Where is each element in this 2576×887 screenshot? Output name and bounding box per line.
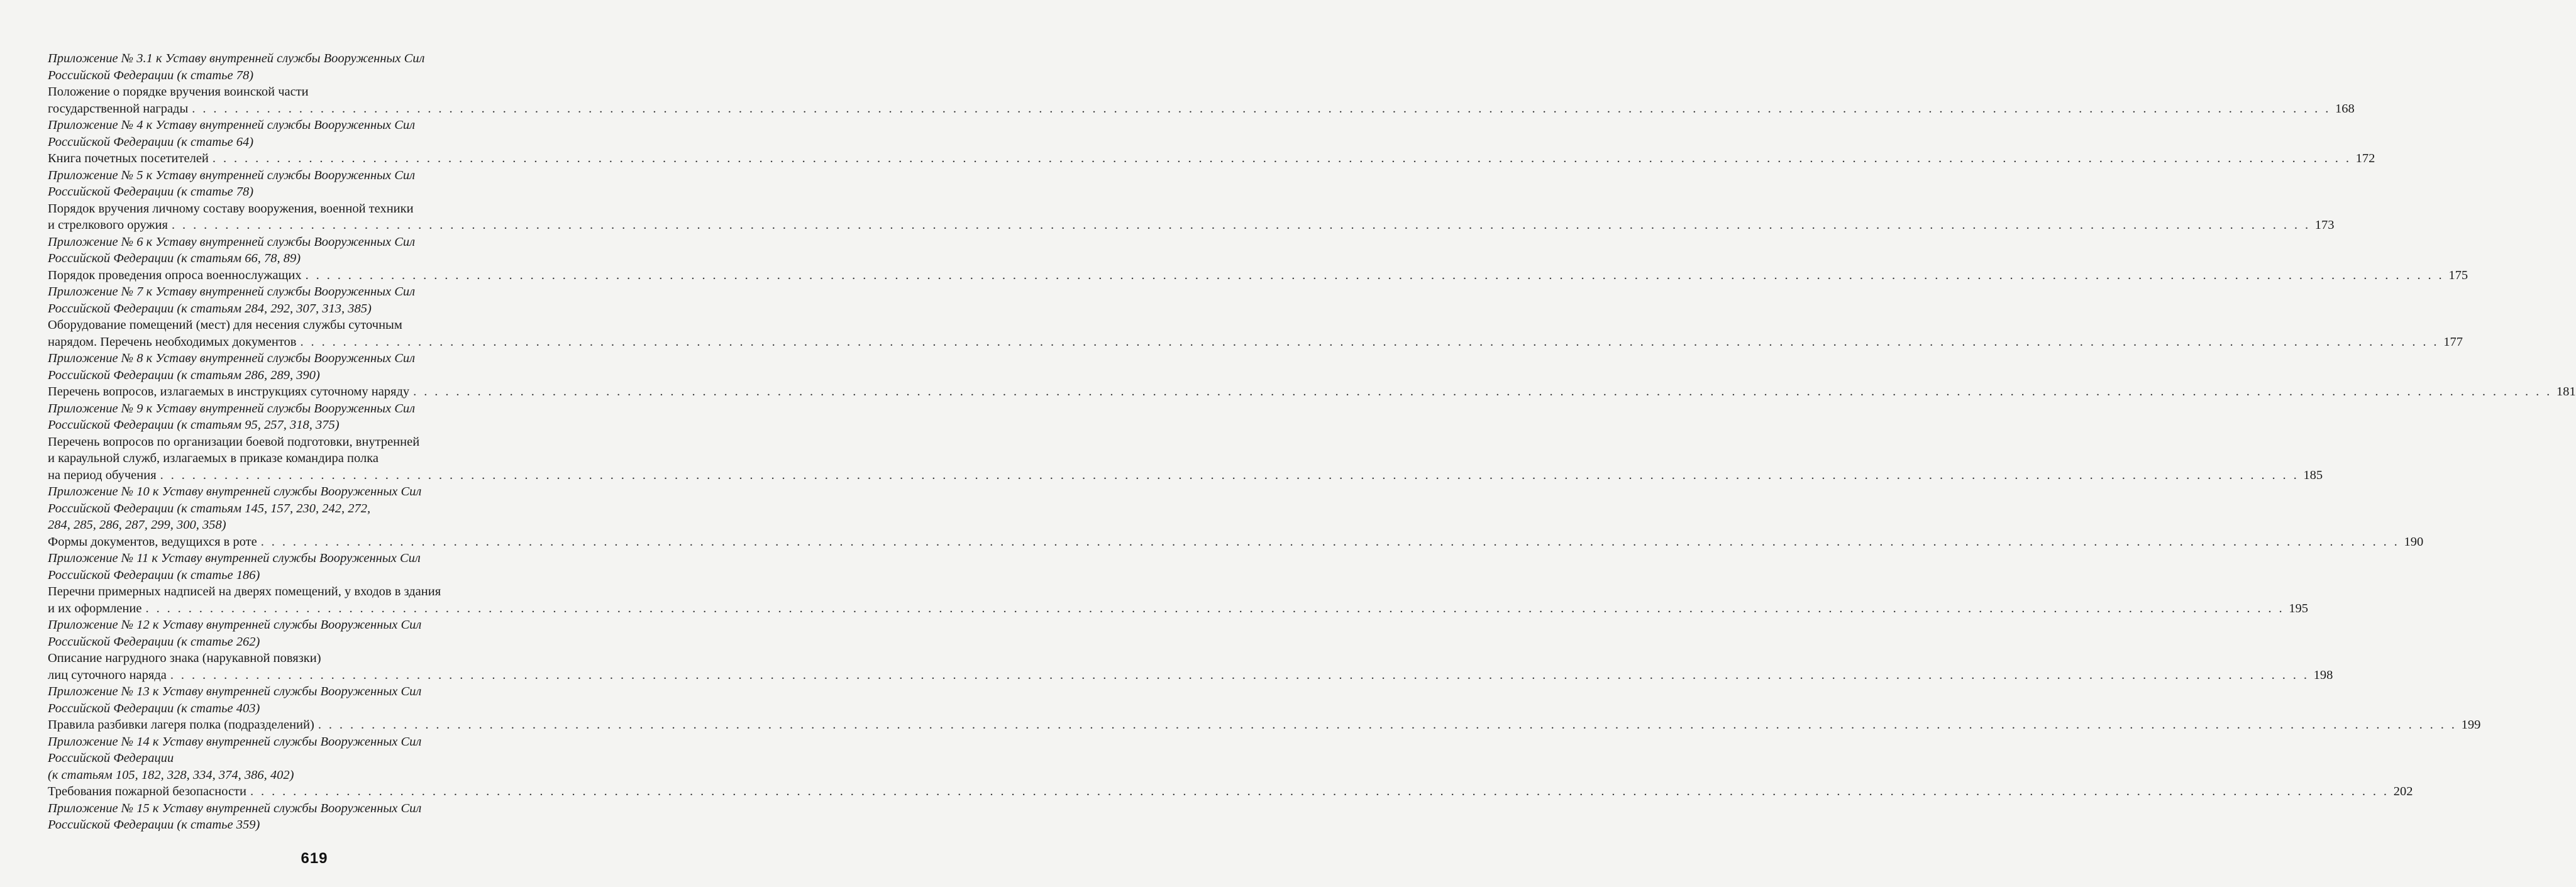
entry-page-number: 177 xyxy=(2443,334,2463,349)
appendix-reference-line: Российской Федерации (к статье 262) xyxy=(48,634,260,649)
appendix-reference-line: Российской Федерации (к статьям 95, 257, 318, 375) xyxy=(48,418,340,432)
toc-entry xyxy=(48,350,2576,400)
entry-title-text: и их оформление xyxy=(48,601,142,615)
entry-title-text: на период обучения xyxy=(48,468,157,482)
dot-leader: . . . . . . . . . . . . . . . . . . . . . . . . . . . . . . . . . . . . . . . . . . . . . . . . . . . . . . . . . . . . . . . . . . . . . . . . . . . . . . . . . . . . . . . . . . . . . . . . . . . . . . . . . . . . . . . . . . . . . . . . . . . . . . . . . . . . . . . . . . . . . . . . . . . . . . . . . . . . . . . . . . . . . . . . . . . . . . . . . . . . . . . . . . . . . . . . . . . . . . . . xyxy=(300,334,2439,349)
toc-entry xyxy=(48,683,2481,734)
appendix-reference-line: Российской Федерации (к статьям 145, 157, 230, 242, 272, xyxy=(48,501,371,515)
dot-leader: . . . . . . . . . . . . . . . . . . . . . . . . . . . . . . . . . . . . . . . . . . . . . . . . . . . . . . . . . . . . . . . . . . . . . . . . . . . . . . . . . . . . . . . . . . . . . . . . . . . . . . . . . . . . . . . . . . . . . . . . . . . . . . . . . . . . . . . . . . . . . . . . . . . . . . . . . . . . . . . . . . . . . . . . . . . . . . . . . . . . . . . . . . . . . . . . . . . . . . . . xyxy=(172,218,2311,232)
dot-leader: . . . . . . . . . . . . . . . . . . . . . . . . . . . . . . . . . . . . . . . . . . . . . . . . . . . . . . . . . . . . . . . . . . . . . . . . . . . . . . . . . . . . . . . . . . . . . . . . . . . . . . . . . . . . . . . . . . . . . . . . . . . . . . . . . . . . . . . . . . . . . . . . . . . . . . . . . . . . . . . . . . . . . . . . . . . . . . . . . . . . . . . . . . . . . . . . . . . . . . . . xyxy=(318,718,2457,732)
entry-title-text: лиц суточного наряда xyxy=(48,668,167,682)
toc-entry xyxy=(48,117,2375,167)
page-number: 619 xyxy=(301,850,328,867)
table-of-contents xyxy=(48,50,2576,834)
entry-page-number: 195 xyxy=(2289,601,2308,615)
appendix-reference-line: 284, 285, 286, 287, 299, 300, 358) xyxy=(48,518,226,532)
entry-title-line: Оборудование помещений (мест) для несения службы суточным xyxy=(48,318,402,332)
appendix-reference-line: (к статьям 105, 182, 328, 334, 374, 386, 402) xyxy=(48,768,294,782)
appendix-reference-line: Приложение № 10 к Уставу внутренней службы Вооруженных Сил xyxy=(48,485,422,499)
appendix-reference-line: Приложение № 6 к Уставу внутренней службы Вооруженных Сил xyxy=(48,234,416,249)
appendix-reference-line: Приложение № 15 к Уставу внутренней службы Вооруженных Сил xyxy=(48,801,422,815)
entry-title-line: Описание нагрудного знака (нарукавной повязки) xyxy=(48,651,321,665)
entry-title-line: Порядок вручения личному составу вооружения, военной техники xyxy=(48,201,414,216)
entry-page-number: 199 xyxy=(2461,718,2481,732)
appendix-reference-line: Российской Федерации (к статье 186) xyxy=(48,568,260,582)
entry-page-number: 185 xyxy=(2303,468,2323,482)
appendix-reference-line: Российской Федерации (к статьям 284, 292, 307, 313, 385) xyxy=(48,301,372,316)
entry-title-text: и стрелкового оружия xyxy=(48,218,168,232)
toc-entry xyxy=(48,234,2468,284)
entry-title-last-line xyxy=(48,217,2335,234)
toc-entry xyxy=(48,50,2355,117)
appendix-reference-line: Приложение № 3.1 к Уставу внутренней службы Вооруженных Сил xyxy=(48,52,425,65)
entry-title-last-line xyxy=(48,717,2481,734)
appendix-reference-line: Российской Федерации (к статьям 66, 78, 89) xyxy=(48,251,301,265)
entry-page-number: 181 xyxy=(2556,385,2576,399)
appendix-reference-line: Приложение № 7 к Уставу внутренней службы Вооруженных Сил xyxy=(48,285,416,299)
entry-title-last-line xyxy=(48,334,2463,351)
entry-title-last-line xyxy=(48,600,2308,617)
entry-title-last-line xyxy=(48,534,2424,551)
dot-leader: . . . . . . . . . . . . . . . . . . . . . . . . . . . . . . . . . . . . . . . . . . . . . . . . . . . . . . . . . . . . . . . . . . . . . . . . . . . . . . . . . . . . . . . . . . . . . . . . . . . . . . . . . . . . . . . . . . . . . . . . . . . . . . . . . . . . . . . . . . . . . . . . . . . . . . . . . . . . . . . . . . . . . . . . . . . . . . . . . . . . . . . . . . . . . . . . . . . . . . . . xyxy=(413,385,2552,399)
entry-page-number: 172 xyxy=(2355,152,2375,165)
entry-page-number: 168 xyxy=(2335,101,2355,116)
toc-entry xyxy=(48,734,2413,800)
dot-leader: . . . . . . . . . . . . . . . . . . . . . . . . . . . . . . . . . . . . . . . . . . . . . . . . . . . . . . . . . . . . . . . . . . . . . . . . . . . . . . . . . . . . . . . . . . . . . . . . . . . . . . . . . . . . . . . . . . . . . . . . . . . . . . . . . . . . . . . . . . . . . . . . . . . . . . . . . . . . . . . . . . . . . . . . . . . . . . . . . . . . . . . . . . . . . . . . . . . . . . . . xyxy=(305,268,2445,282)
toc-entry xyxy=(48,284,2463,350)
appendix-reference-line: Приложение № 9 к Уставу внутренней службы Вооруженных Сил xyxy=(48,401,416,416)
entry-page-number: 175 xyxy=(2448,268,2468,282)
appendix-reference-line: Приложение № 5 к Уставу внутренней службы Вооруженных Сил xyxy=(48,168,416,182)
appendix-reference-line: Приложение № 11 к Уставу внутренней службы Вооруженных Сил xyxy=(48,551,421,565)
entry-title-text: Порядок проведения опроса военнослужащих xyxy=(48,268,302,282)
appendix-reference-line: Российской Федерации (к статье 78) xyxy=(48,68,254,82)
entry-title-text: государственной награды xyxy=(48,101,189,116)
appendix-reference-line: Приложение № 4 к Уставу внутренней службы Вооруженных Сил xyxy=(48,118,416,132)
appendix-reference-line: Приложение № 12 к Уставу внутренней службы Вооруженных Сил xyxy=(48,618,422,632)
appendix-reference-line: Приложение № 8 к Уставу внутренней службы Вооруженных Сил xyxy=(48,351,416,365)
appendix-reference-line: Приложение № 14 к Уставу внутренней службы Вооруженных Сил xyxy=(48,734,422,749)
entry-title-last-line xyxy=(48,267,2468,284)
entry-title-text: Формы документов, ведущихся в роте xyxy=(48,534,257,549)
entry-title-last-line xyxy=(48,101,2355,118)
appendix-reference-line: Приложение № 13 к Уставу внутренней службы Вооруженных Сил xyxy=(48,685,422,698)
toc-entry xyxy=(48,167,2335,234)
toc-entry xyxy=(48,400,2323,484)
entry-page-number: 202 xyxy=(2393,785,2413,798)
entry-title-text: Правила разбивки лагеря полка (подразделений) xyxy=(48,718,314,732)
appendix-reference-line: Российской Федерации (к статье 359) xyxy=(48,818,260,832)
toc-entry xyxy=(48,550,2308,617)
entry-page-number: 173 xyxy=(2314,218,2335,232)
appendix-reference-line: Российской Федерации xyxy=(48,751,174,765)
entry-title-line: Положение о порядке вручения воинской части xyxy=(48,85,309,99)
entry-title-line: и караульной служб, излагаемых в приказе командира полка xyxy=(48,451,379,465)
entry-title-last-line xyxy=(48,667,2333,684)
entry-title-text: нарядом. Перечень необходимых документов xyxy=(48,334,297,349)
appendix-reference-line: Российской Федерации (к статье 403) xyxy=(48,701,260,715)
dot-leader: . . . . . . . . . . . . . . . . . . . . . . . . . . . . . . . . . . . . . . . . . . . . . . . . . . . . . . . . . . . . . . . . . . . . . . . . . . . . . . . . . . . . . . . . . . . . . . . . . . . . . . . . . . . . . . . . . . . . . . . . . . . . . . . . . . . . . . . . . . . . . . . . . . . . . . . . . . . . . . . . . . . . . . . . . . . . . . . . . . . . . . . . . . . . . . . . . . . . . . . . xyxy=(250,785,2389,798)
entry-title-text: Требования пожарной безопасности xyxy=(48,785,246,798)
toc-entry xyxy=(48,800,565,834)
dot-leader: . . . . . . . . . . . . . . . . . . . . . . . . . . . . . . . . . . . . . . . . . . . . . . . . . . . . . . . . . . . . . . . . . . . . . . . . . . . . . . . . . . . . . . . . . . . . . . . . . . . . . . . . . . . . . . . . . . . . . . . . . . . . . . . . . . . . . . . . . . . . . . . . . . . . . . . . . . . . . . . . . . . . . . . . . . . . . . . . . . . . . . . . . . . . . . . . . . . . . . . . xyxy=(170,668,2309,682)
entry-page-number: 198 xyxy=(2313,668,2333,682)
entry-title-last-line xyxy=(48,467,2323,484)
dot-leader: . . . . . . . . . . . . . . . . . . . . . . . . . . . . . . . . . . . . . . . . . . . . . . . . . . . . . . . . . . . . . . . . . . . . . . . . . . . . . . . . . . . . . . . . . . . . . . . . . . . . . . . . . . . . . . . . . . . . . . . . . . . . . . . . . . . . . . . . . . . . . . . . . . . . . . . . . . . . . . . . . . . . . . . . . . . . . . . . . . . . . . . . . . . . . . . . . . . . . . . . xyxy=(192,101,2331,116)
entry-title-line: Перечни примерных надписей на дверях помещений, у входов в здания xyxy=(48,585,441,598)
appendix-reference-line: Российской Федерации (к статье 78) xyxy=(48,185,254,199)
dot-leader: . . . . . . . . . . . . . . . . . . . . . . . . . . . . . . . . . . . . . . . . . . . . . . . . . . . . . . . . . . . . . . . . . . . . . . . . . . . . . . . . . . . . . . . . . . . . . . . . . . . . . . . . . . . . . . . . . . . . . . . . . . . . . . . . . . . . . . . . . . . . . . . . . . . . . . . . . . . . . . . . . . . . . . . . . . . . . . . . . . . . . . . . . . . . . . . . . . . . . . . . xyxy=(260,534,2400,549)
appendix-reference-line: Российской Федерации (к статьям 286, 289, 390) xyxy=(48,368,320,382)
dot-leader: . . . . . . . . . . . . . . . . . . . . . . . . . . . . . . . . . . . . . . . . . . . . . . . . . . . . . . . . . . . . . . . . . . . . . . . . . . . . . . . . . . . . . . . . . . . . . . . . . . . . . . . . . . . . . . . . . . . . . . . . . . . . . . . . . . . . . . . . . . . . . . . . . . . . . . . . . . . . . . . . . . . . . . . . . . . . . . . . . . . . . . . . . . . . . . . . . . . . . . . . xyxy=(160,468,2299,482)
toc-entry xyxy=(48,483,2424,550)
entry-title-last-line xyxy=(48,150,2375,167)
entry-page-number: 190 xyxy=(2404,534,2424,549)
toc-entry xyxy=(48,617,2333,683)
dot-leader: . . . . . . . . . . . . . . . . . . . . . . . . . . . . . . . . . . . . . . . . . . . . . . . . . . . . . . . . . . . . . . . . . . . . . . . . . . . . . . . . . . . . . . . . . . . . . . . . . . . . . . . . . . . . . . . . . . . . . . . . . . . . . . . . . . . . . . . . . . . . . . . . . . . . . . . . . . . . . . . . . . . . . . . . . . . . . . . . . . . . . . . . . . . . . . . . . . . . . . . . xyxy=(212,152,2352,165)
entry-title-text: Перечень вопросов, излагаемых в инструкциях суточному наряду xyxy=(48,385,410,399)
entry-title-last-line xyxy=(48,383,2576,400)
appendix-reference-line: Российской Федерации (к статье 64) xyxy=(48,135,254,149)
entry-title-text: Книга почетных посетителей xyxy=(48,152,209,165)
entry-title-line: Перечень вопросов по организации боевой подготовки, внутренней xyxy=(48,434,420,449)
dot-leader: . . . . . . . . . . . . . . . . . . . . . . . . . . . . . . . . . . . . . . . . . . . . . . . . . . . . . . . . . . . . . . . . . . . . . . . . . . . . . . . . . . . . . . . . . . . . . . . . . . . . . . . . . . . . . . . . . . . . . . . . . . . . . . . . . . . . . . . . . . . . . . . . . . . . . . . . . . . . . . . . . . . . . . . . . . . . . . . . . . . . . . . . . . . . . . . . . . . . . . . . xyxy=(145,601,2284,615)
entry-title-last-line xyxy=(48,783,2413,800)
